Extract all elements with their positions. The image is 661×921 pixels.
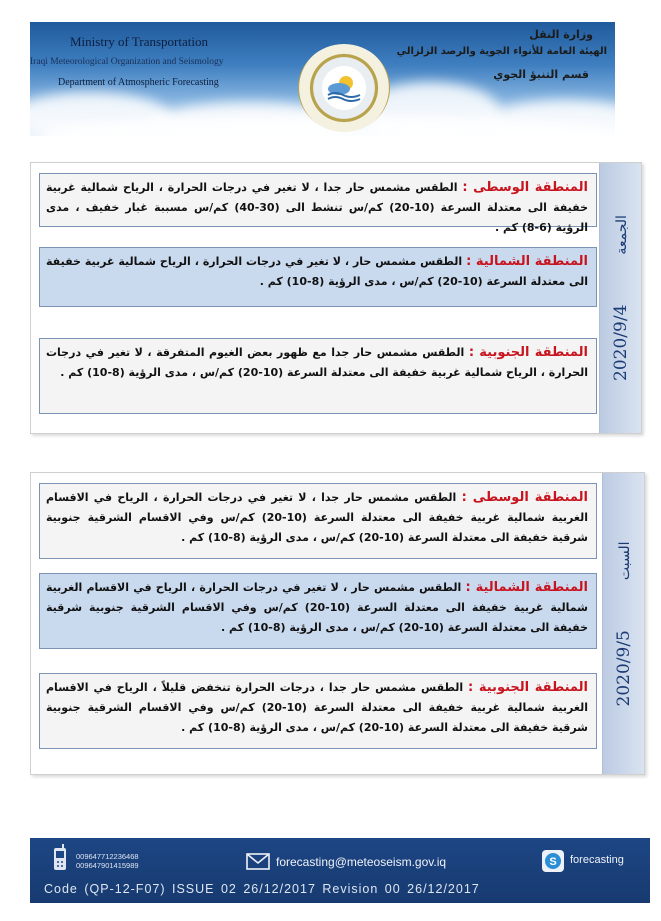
region-forecast-text: الطقس مشمس حار جدا ، لا تغير في درجات الحرارة ، الرياح في الاقسام الغربية شمالية غربية خفيفة الى معتدلة السرعة (10-20) كم/س وفي الاقسام الشرقية جنوبية شرقية خفيفة الى معتدلة السرعة (10-20) كم/س ، مدى الرؤية (8-10) كم . <box>46 491 588 544</box>
day-label <box>614 541 634 706</box>
day-label <box>611 215 631 381</box>
mobile-phone-icon <box>52 844 68 872</box>
svg-text:S: S <box>549 856 557 868</box>
day-band <box>599 163 641 433</box>
department-name-en: Department of Atmospheric Forecasting <box>58 77 219 88</box>
region-southern <box>39 673 597 749</box>
region-northern <box>39 247 597 307</box>
ministry-name-ar: وزارة النقل <box>529 28 593 41</box>
department-name-ar: قسم التنبؤ الجوي <box>493 68 589 81</box>
region-forecast-text: الطقس مشمس حار ، لا تغير في درجات الحرارة ، الرياح شمالية غربية خفيفة الى معتدلة السرعة (10-20) كم/س ، مدى الرؤية (8-10) كم . <box>46 255 588 288</box>
organization-name-ar: الهيئة العامة للأنواء الجوية والرصد الزلزالي <box>396 46 607 57</box>
region-central <box>39 173 597 234</box>
region-name: المنطقة الجنوبية : <box>468 345 588 360</box>
region-central <box>39 483 597 559</box>
forecast-day-block <box>30 162 642 434</box>
day-date: 2020/9/5 <box>613 629 634 706</box>
footer-bar <box>30 838 650 903</box>
region-name: المنطقة الشمالية : <box>465 580 588 595</box>
day-band <box>602 473 644 774</box>
document-code-line: Code (QP-12-F07) ISSUE 02 26/12/2017 Revision 00 26/12/2017 <box>44 882 480 896</box>
phone-number: 009647901415989 <box>76 861 139 870</box>
phone-numbers <box>76 852 139 870</box>
day-date: 2020/9/4 <box>610 304 631 381</box>
region-forecast-text: الطقس مشمس حار جدا ، درجات الحرارة تنخفض قليلاً ، الرياح في الاقسام الغربية شمالية غربية خفيفة الى معتدلة السرعة (10-20) كم/س وفي الاقسام الشرقية جنوبية شرقية خفيفة الى معتدلة السرعة (10-20) كم/س ، مدى الرؤية (8-10) كم . <box>46 681 588 734</box>
organization-logo <box>298 44 390 132</box>
phone-number: 009647712236468 <box>76 852 139 861</box>
day-weekday: الجمعة <box>613 215 630 255</box>
region-name: المنطقة الشمالية : <box>466 254 588 269</box>
mail-icon <box>246 853 270 870</box>
day-weekday: السبت <box>616 541 633 580</box>
region-name: المنطقة الوسطى : <box>461 490 588 505</box>
contact-email[interactable]: forecasting@meteoseism.gov.iq <box>276 855 447 869</box>
region-forecast-text: الطقس مشمس حار جدا ، لا تغير في درجات الحرارة ، الرياح شمالية غربية خفيفة الى معتدلة السرعة (10-20) كم/س تنشط الى (30-40) كم/س مسببة غبار خفيف ، مدى الرؤية (6-8) كم . <box>46 181 589 234</box>
forecast-day-block <box>30 472 645 775</box>
region-forecast-text: الطقس مشمس حار ، لا تغير في درجات الحرارة ، الرياح في الاقسام الغربية شمالية غربية خفيفة الى معتدلة السرعة (10-20) كم/س وفي الاقسام الشرقية جنوبية شرقية خفيفة الى معتدلة السرعة (10-20) كم/س ، مدى الرؤية (8-10) كم . <box>46 581 588 634</box>
region-name: المنطقة الجنوبية : <box>468 680 588 695</box>
organization-name-en: Iraqi Meteorological Organization and Seismology <box>30 57 224 67</box>
region-northern <box>39 573 597 649</box>
region-southern <box>39 338 597 414</box>
skype-handle[interactable]: forecasting <box>570 854 624 866</box>
header-banner <box>30 22 615 136</box>
region-forecast-text: الطقس مشمس حار جدا مع ظهور بعض الغيوم المتفرقة ، لا تغير في درجات الحرارة ، الرياح شمالية غربية خفيفة الى معتدلة السرعة (10-20) كم/س ، مدى الرؤية (8-10) كم . <box>46 346 588 379</box>
skype-icon <box>542 850 564 872</box>
region-name: المنطقة الوسطى : <box>462 180 588 195</box>
ministry-name-en: Ministry of Transportation <box>70 34 208 49</box>
